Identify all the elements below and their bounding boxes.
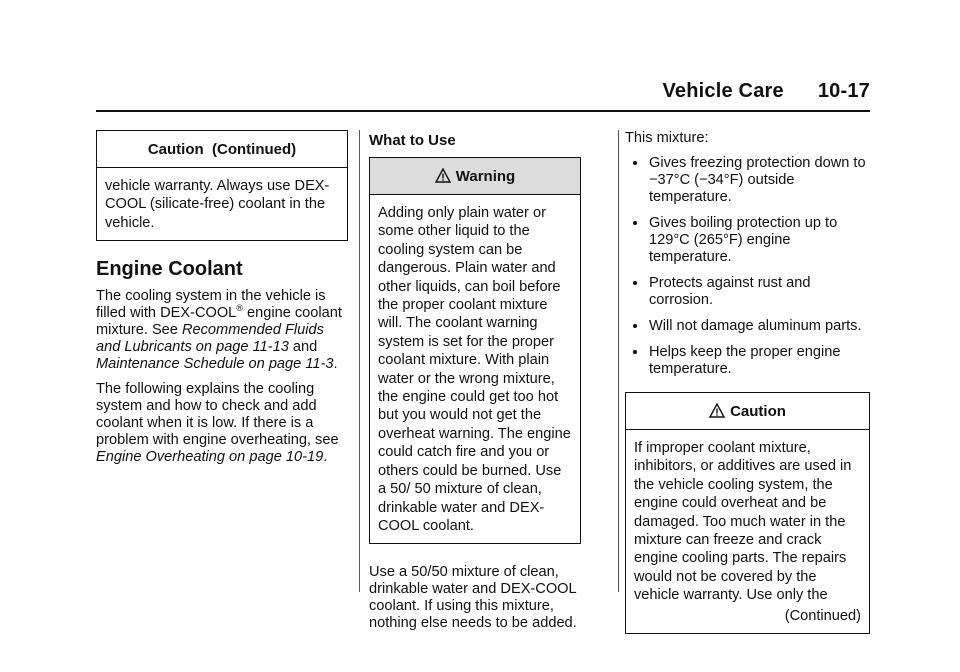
paragraph xyxy=(96,381,348,466)
caution-box-title xyxy=(97,131,347,168)
continued-label: (Continued) xyxy=(784,607,861,624)
cross-reference-link[interactable]: Recommended Fluids and Lubricants on page 11-13 xyxy=(96,322,324,356)
column-3 xyxy=(625,130,870,634)
caution-continued-box xyxy=(96,130,348,241)
caution-text: If improper coolant mixture, inhibitors, or additives are used in the vehicle cooling system, the engine could overheat and be damaged. Too much water in the mixture can freeze and crack engine cooling parts. The repairs would not be covered by the vehicle warranty. Use only the xyxy=(634,440,852,604)
caution-title: Caution xyxy=(147,141,204,158)
list-item-text: Will not damage aluminum parts. xyxy=(649,318,862,334)
caution-box-body xyxy=(626,430,869,633)
column-divider xyxy=(618,130,619,592)
cross-reference-link[interactable]: Engine Overheating on page 10-19 xyxy=(96,449,324,466)
bullet-icon xyxy=(633,324,637,328)
header-page-number: 10-17 xyxy=(817,80,870,102)
text: . xyxy=(333,356,338,373)
warning-triangle-icon xyxy=(435,168,451,185)
warning-triangle-icon xyxy=(709,403,725,420)
bullet-icon xyxy=(633,281,637,285)
warning-box-title xyxy=(370,158,580,195)
list-item-text: Gives freezing protection down to −37°C (−34°F) outside temperature. xyxy=(649,155,866,205)
paragraph xyxy=(96,288,348,373)
warning-box-body: Adding only plain water or some other liquid to the cooling system can be dangerous. Plain water and other liquids, can boil before the proper coolant mixture will. The coolant warning system is set for the proper coolant mixture. With plain water or the wrong mixture, the engine could get too hot but you would not get the overheat warning. The engine could catch fire and you or others could be burned. Use a 50/ 50 mixture of clean, drinkable water and DEX-COOL coolant. xyxy=(378,205,571,534)
list-intro: This mixture: xyxy=(625,130,709,146)
column-1 xyxy=(96,130,348,474)
list-item-text: Gives boiling protection up to 129°C (265°F) engine temperature. xyxy=(649,215,838,265)
caution-box xyxy=(625,392,870,634)
paragraph: Use a 50/50 mixture of clean, drinkable water and DEX-COOL coolant. If using this mixture, nothing else needs to be added. xyxy=(369,564,577,632)
list-item xyxy=(625,275,870,309)
list-item xyxy=(625,215,870,266)
header-rule xyxy=(96,110,870,112)
caution-title-suffix: (Continued) xyxy=(212,141,297,158)
benefit-list xyxy=(625,155,870,378)
text: engine coolant mixture. See xyxy=(96,305,342,339)
list-item xyxy=(625,155,870,206)
cross-reference-link[interactable]: Maintenance Schedule on page 11-3 xyxy=(96,356,334,373)
warning-box xyxy=(369,157,581,544)
header-section-title: Vehicle Care xyxy=(662,80,784,102)
registered-mark: ® xyxy=(236,303,243,314)
text: and xyxy=(288,339,318,356)
list-item xyxy=(625,344,870,378)
warning-title: Warning xyxy=(455,168,516,185)
column-divider xyxy=(359,130,360,592)
text: The cooling system in the vehicle is filled with DEX-COOL xyxy=(96,288,326,322)
text: The following explains the cooling system and how to check and add coolant when it is low. If there is a problem with engine overheating, see xyxy=(96,381,339,449)
page-header xyxy=(0,80,870,103)
list-item-text: Protects against rust and corrosion. xyxy=(649,275,811,308)
bullet-icon xyxy=(633,221,637,225)
list-item xyxy=(625,318,870,335)
section-title: Engine Coolant xyxy=(96,258,243,281)
text: . xyxy=(323,449,328,466)
column-2 xyxy=(369,130,581,640)
subsection-title: What to Use xyxy=(369,132,456,149)
caution-title: Caution xyxy=(730,403,786,420)
bullet-icon xyxy=(633,350,637,354)
caution-box-title xyxy=(626,393,869,430)
caution-box-body: vehicle warranty. Always use DEX-COOL (silicate-free) coolant in the vehicle. xyxy=(105,178,330,231)
bullet-icon xyxy=(633,161,637,165)
list-item-text: Helps keep the proper engine temperature. xyxy=(649,344,841,377)
